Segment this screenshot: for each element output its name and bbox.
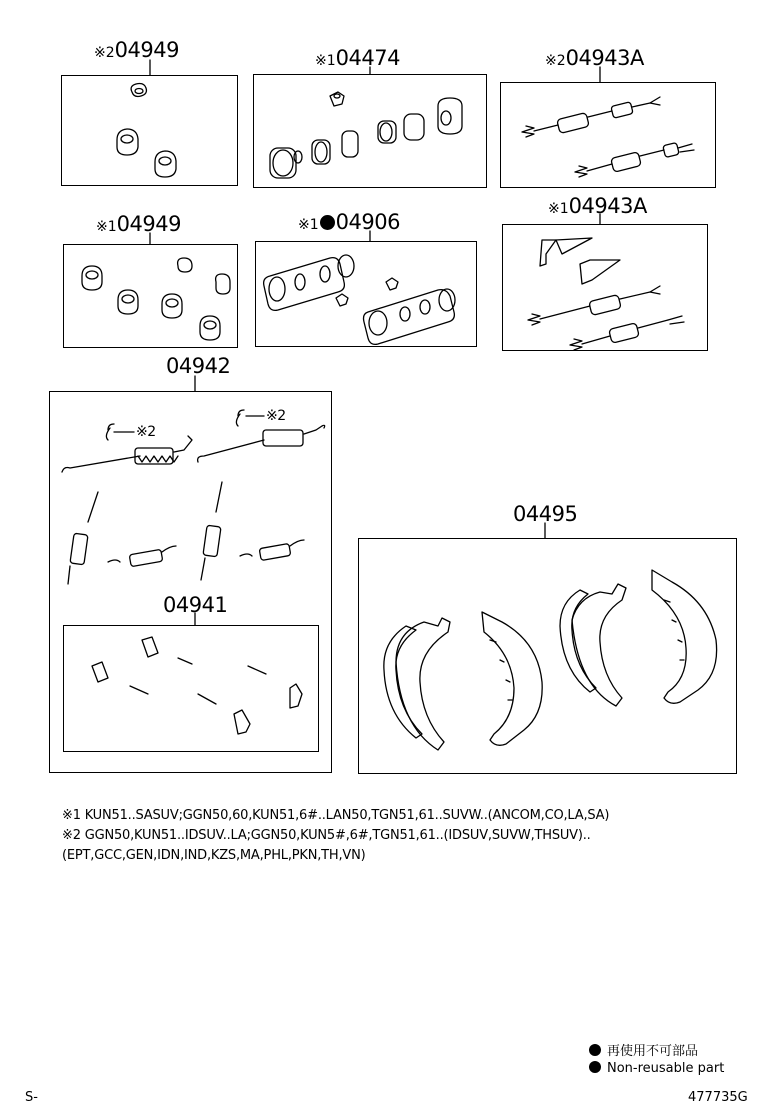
cylinder-cup-icon xyxy=(270,92,462,178)
part-code: 04474 xyxy=(335,46,400,70)
cylinder-cup-icon xyxy=(264,255,455,344)
adjuster-icon xyxy=(522,97,694,177)
leader-lines xyxy=(150,60,600,625)
legend-en xyxy=(588,1061,724,1076)
non-reusable-dot-icon xyxy=(589,1061,601,1073)
spring-callout-right: ※2 xyxy=(266,408,286,424)
part-code: 04943A xyxy=(565,46,644,70)
note-mark: ※1 xyxy=(548,201,569,217)
note-line-3: (EPT,GCC,GEN,IDN,IND,KZS,MA,PHL,PKN,TH,VN) xyxy=(62,848,366,863)
spring-icon xyxy=(62,410,325,584)
part-code: 04495 xyxy=(513,502,578,526)
footer-left: S- xyxy=(25,1090,38,1105)
legend-jp-text: 再使用不可部品 xyxy=(607,1044,699,1059)
non-reusable-dot-icon xyxy=(589,1044,601,1056)
note-mark: ※1 xyxy=(96,219,117,235)
note-mark: ※1 xyxy=(315,53,336,69)
note-mark: ※2 xyxy=(545,53,566,69)
part-code: 04949 xyxy=(114,38,179,62)
boot-icon xyxy=(117,84,176,178)
part-code: 04941 xyxy=(163,593,228,617)
retainer-icon xyxy=(92,637,302,734)
note-mark: ※2 xyxy=(94,45,115,61)
note-line-2: ※2 GGN50,KUN51..IDSUV..LA;GGN50,KUN5#,6#,TGN51,61..(IDSUV,SUVW,THSUV).. xyxy=(62,828,591,843)
boot-icon xyxy=(82,258,230,340)
note-mark: ※1 xyxy=(298,217,319,233)
part-code: 04906 xyxy=(335,210,400,234)
part-code: 04943A xyxy=(568,194,647,218)
spring-callout-left: ※2 xyxy=(136,424,156,440)
note-line-1: ※1 KUN51..SASUV;GGN50,60,KUN51,6#..LAN50,TGN51,61..SUVW..(ANCOM,CO,LA,SA) xyxy=(62,808,610,823)
legend-jp xyxy=(588,1040,698,1059)
legend-en-text: Non-reusable part xyxy=(607,1061,725,1076)
part-code: 04942 xyxy=(166,354,231,378)
footer-right: 477735G xyxy=(688,1090,748,1105)
pin-icon xyxy=(130,658,266,704)
brake-shoe-icon xyxy=(384,570,717,750)
part-code: 04949 xyxy=(116,212,181,236)
adjuster-icon xyxy=(528,238,684,350)
